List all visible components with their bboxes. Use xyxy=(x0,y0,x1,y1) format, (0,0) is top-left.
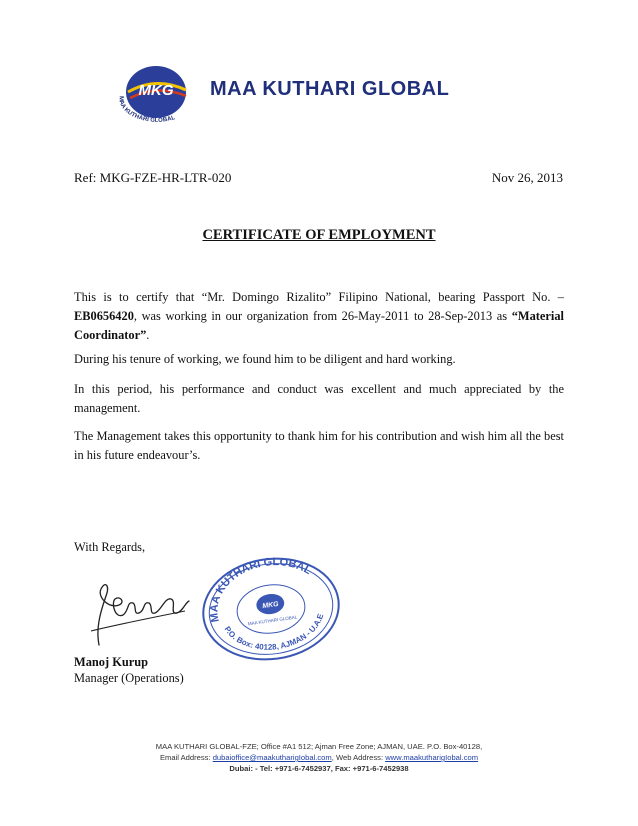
paragraph-wishes: The Management takes this opportunity to thank him for his contribution and wish him all the best in his future endeavour’s. xyxy=(74,429,564,462)
svg-text:MAA KUTHARI GLOBAL xyxy=(202,552,320,623)
handwritten-signature xyxy=(85,575,195,655)
svg-text:MKG: MKG xyxy=(261,600,280,611)
footer-email-label: Email Address: xyxy=(159,753,213,762)
footer-contacts xyxy=(0,752,638,763)
signer-title: Manager (Operations) xyxy=(74,671,184,685)
footer-web-label: , Web Address: xyxy=(331,753,386,762)
paragraph-certification xyxy=(74,288,564,345)
footer-web-link[interactable]: www.maakutharigIobal.com xyxy=(385,753,479,762)
footer-email-link[interactable]: dubaioffice@maakutharigIobal.com xyxy=(212,753,332,762)
company-name: MAA KUTHARI GLOBAL xyxy=(210,78,450,100)
reference-number: Ref: MKG-FZE-HR-LTR-020 xyxy=(74,170,232,185)
p1-text-c: . xyxy=(146,328,150,342)
paragraph-tenure: During his tenure of working, we found him to be diligent and hard working. xyxy=(74,352,456,366)
footer-phone: Dubai: - Tel: +971-6-7452937, Fax: +971-6-7452938 xyxy=(229,764,409,773)
stamp-bottom-text: P.O. Box: 40128, AJMAN - U.A.E xyxy=(222,612,326,652)
stamp-outer-text: MAA KUTHARI GLOBAL xyxy=(208,556,314,624)
closing-regards: With Regards, xyxy=(74,540,146,554)
logo-arc-text: MAA KUTHARI GLOBAL xyxy=(117,95,176,122)
job-role: “Material Coordinator” xyxy=(74,309,564,342)
company-stamp xyxy=(196,552,346,666)
company-logo xyxy=(112,62,202,122)
logo-text: MKG xyxy=(138,82,174,99)
letter-date: Nov 26, 2013 xyxy=(491,170,563,185)
footer-address: MAA KUTHARI GLOBAL-FZE; Office #A1 512; Ajman Free Zone; AJMAN, UAE. P.O. Box-40128, xyxy=(155,742,483,751)
stamp-center-text: MAA KUTHARI GLOBAL xyxy=(247,614,298,627)
paragraph-performance: In this period, his performance and conduct was excellent and much appreciated by the management. xyxy=(74,382,564,415)
p1-text-b: , was working in our organization from 26-May-2011 to 28-Sep-2013 as xyxy=(133,309,512,323)
p1-text-a: This is to certify that “Mr. Domingo Rizalito” Filipino National, bearing Passport No. – xyxy=(74,290,564,304)
passport-number: EB0656420 xyxy=(74,309,134,323)
certificate-title: CERTIFICATE OF EMPLOYMENT xyxy=(202,227,436,243)
signer-name: Manoj Kurup xyxy=(74,655,149,669)
letterhead-footer xyxy=(0,741,638,774)
